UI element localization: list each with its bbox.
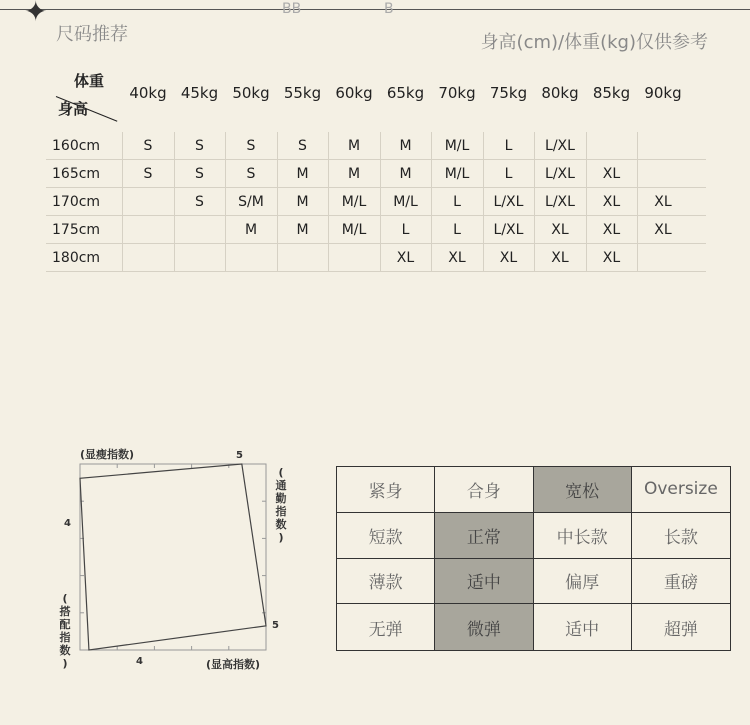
attribute-cell: 适中 [534,604,632,650]
size-cell: M [277,188,328,216]
table-corner-cell [46,68,122,132]
size-cell [637,160,688,188]
weight-column-header: 40kg [129,84,167,102]
attribute-cell: 合身 [435,467,533,513]
size-cell: XL [637,188,688,216]
size-cell: M/L [328,216,379,244]
size-cell: XL [586,244,637,272]
size-cell [122,188,173,216]
axis-label-matching: ( 搭 配 指 数 ) [59,592,71,670]
radar-polygon [80,464,266,650]
weight-column-header: 55kg [283,84,322,102]
size-cell: M/L [431,132,482,160]
size-table-row [46,132,706,160]
size-cell [637,244,688,272]
weight-column-header: 80kg [541,84,579,102]
size-cell: L/XL [483,216,534,244]
style-radar-chart [56,440,296,680]
weight-column-header: 45kg [180,84,219,102]
size-cell: S/M [225,188,276,216]
size-cell: M/L [328,188,379,216]
axis-value-commute: 5 [272,620,279,631]
size-cell: M [380,132,431,160]
corner-label-height: 身高 [58,100,89,118]
radar-svg [56,440,296,680]
height-row-label: 180cm [52,250,101,266]
page-title: 尺码推荐 [56,24,128,45]
size-cell: L/XL [483,188,534,216]
size-table-row [46,216,706,244]
size-cell: L/XL [534,160,585,188]
attribute-cell: 长款 [632,513,730,559]
weight-column-header: 60kg [335,84,373,102]
size-cell: XL [431,244,482,272]
brand-logo-mark: B [384,1,394,17]
size-cell: XL [637,216,688,244]
size-cell: S [174,160,225,188]
size-cell: S [122,132,173,160]
size-cell: L [483,160,534,188]
size-cell [328,244,379,272]
height-row-label: 165cm [52,166,101,182]
height-row-label: 175cm [52,222,101,238]
attribute-cell: 薄款 [337,559,435,605]
star-icon: ✦ [24,0,48,28]
attribute-cell: 偏厚 [534,559,632,605]
size-cell: XL [534,216,585,244]
size-chart-table [46,68,706,272]
unit-note: 身高(cm)/体重(kg)仅供参考 [480,32,708,53]
attribute-cell-selected: 宽松 [534,467,632,513]
size-cell: L/XL [534,132,585,160]
attribute-cell: 短款 [337,513,435,559]
height-row-label: 170cm [52,194,101,210]
radar-frame [80,464,266,650]
size-cell: L [483,132,534,160]
axis-label-slimming: (显瘦指数) [80,448,135,461]
axis-value-slimming: 5 [236,450,243,461]
size-cell [122,216,173,244]
size-cell: L/XL [534,188,585,216]
attribute-cell: Oversize [632,467,730,513]
size-cell [122,244,173,272]
size-cell: M [328,132,379,160]
fabric-attribute-grid [336,466,731,651]
axis-value-height: 4 [136,656,143,667]
size-cell: M [277,160,328,188]
brand-logo-mark: BB [282,1,302,17]
weight-column-header: 50kg [232,84,270,102]
size-cell: S [122,160,173,188]
size-cell: S [277,132,328,160]
size-cell [586,132,637,160]
size-cell: L [431,188,482,216]
attribute-cell-selected: 正常 [435,513,533,559]
size-cell: L [380,216,431,244]
weight-column-header: 65kg [386,84,425,102]
size-cell: S [174,132,225,160]
attribute-cell: 无弹 [337,604,435,650]
size-cell: M [380,160,431,188]
weight-column-header: 90kg [644,84,682,102]
size-cell [225,244,276,272]
size-cell: S [225,160,276,188]
size-cell [174,244,225,272]
weight-column-header: 75kg [489,84,528,102]
size-table-header [46,68,706,132]
attribute-cell: 重磅 [632,559,730,605]
size-cell: S [225,132,276,160]
size-cell: XL [586,216,637,244]
axis-label-height: (显高指数) [206,658,261,671]
attribute-cell-selected: 适中 [435,559,533,605]
height-row-label: 160cm [52,138,101,154]
size-cell [277,244,328,272]
axis-value-matching: 4 [64,518,71,529]
size-cell [637,132,688,160]
size-cell: XL [586,188,637,216]
weight-column-header: 70kg [438,84,476,102]
corner-label-weight: 体重 [74,72,105,90]
attribute-cell-selected: 微弹 [435,604,533,650]
size-table-row [46,188,706,216]
size-cell: M [225,216,276,244]
size-cell: XL [534,244,585,272]
size-cell: L [431,216,482,244]
weight-column-header: 85kg [592,84,631,102]
size-cell: M [277,216,328,244]
size-cell: M/L [431,160,482,188]
size-cell [174,216,225,244]
size-cell: S [174,188,225,216]
attribute-cell: 中长款 [534,513,632,559]
attribute-cell: 超弹 [663,619,698,640]
size-table-row [46,160,706,188]
size-cell: XL [586,160,637,188]
axis-label-commute: ( 通 勤 指 数 ) [275,466,287,544]
size-cell: XL [380,244,431,272]
size-cell: M [328,160,379,188]
top-divider [0,9,750,10]
size-cell: M/L [380,188,431,216]
size-cell: XL [483,244,534,272]
attribute-cell: 紧身 [337,467,435,513]
size-table-row [46,244,706,272]
